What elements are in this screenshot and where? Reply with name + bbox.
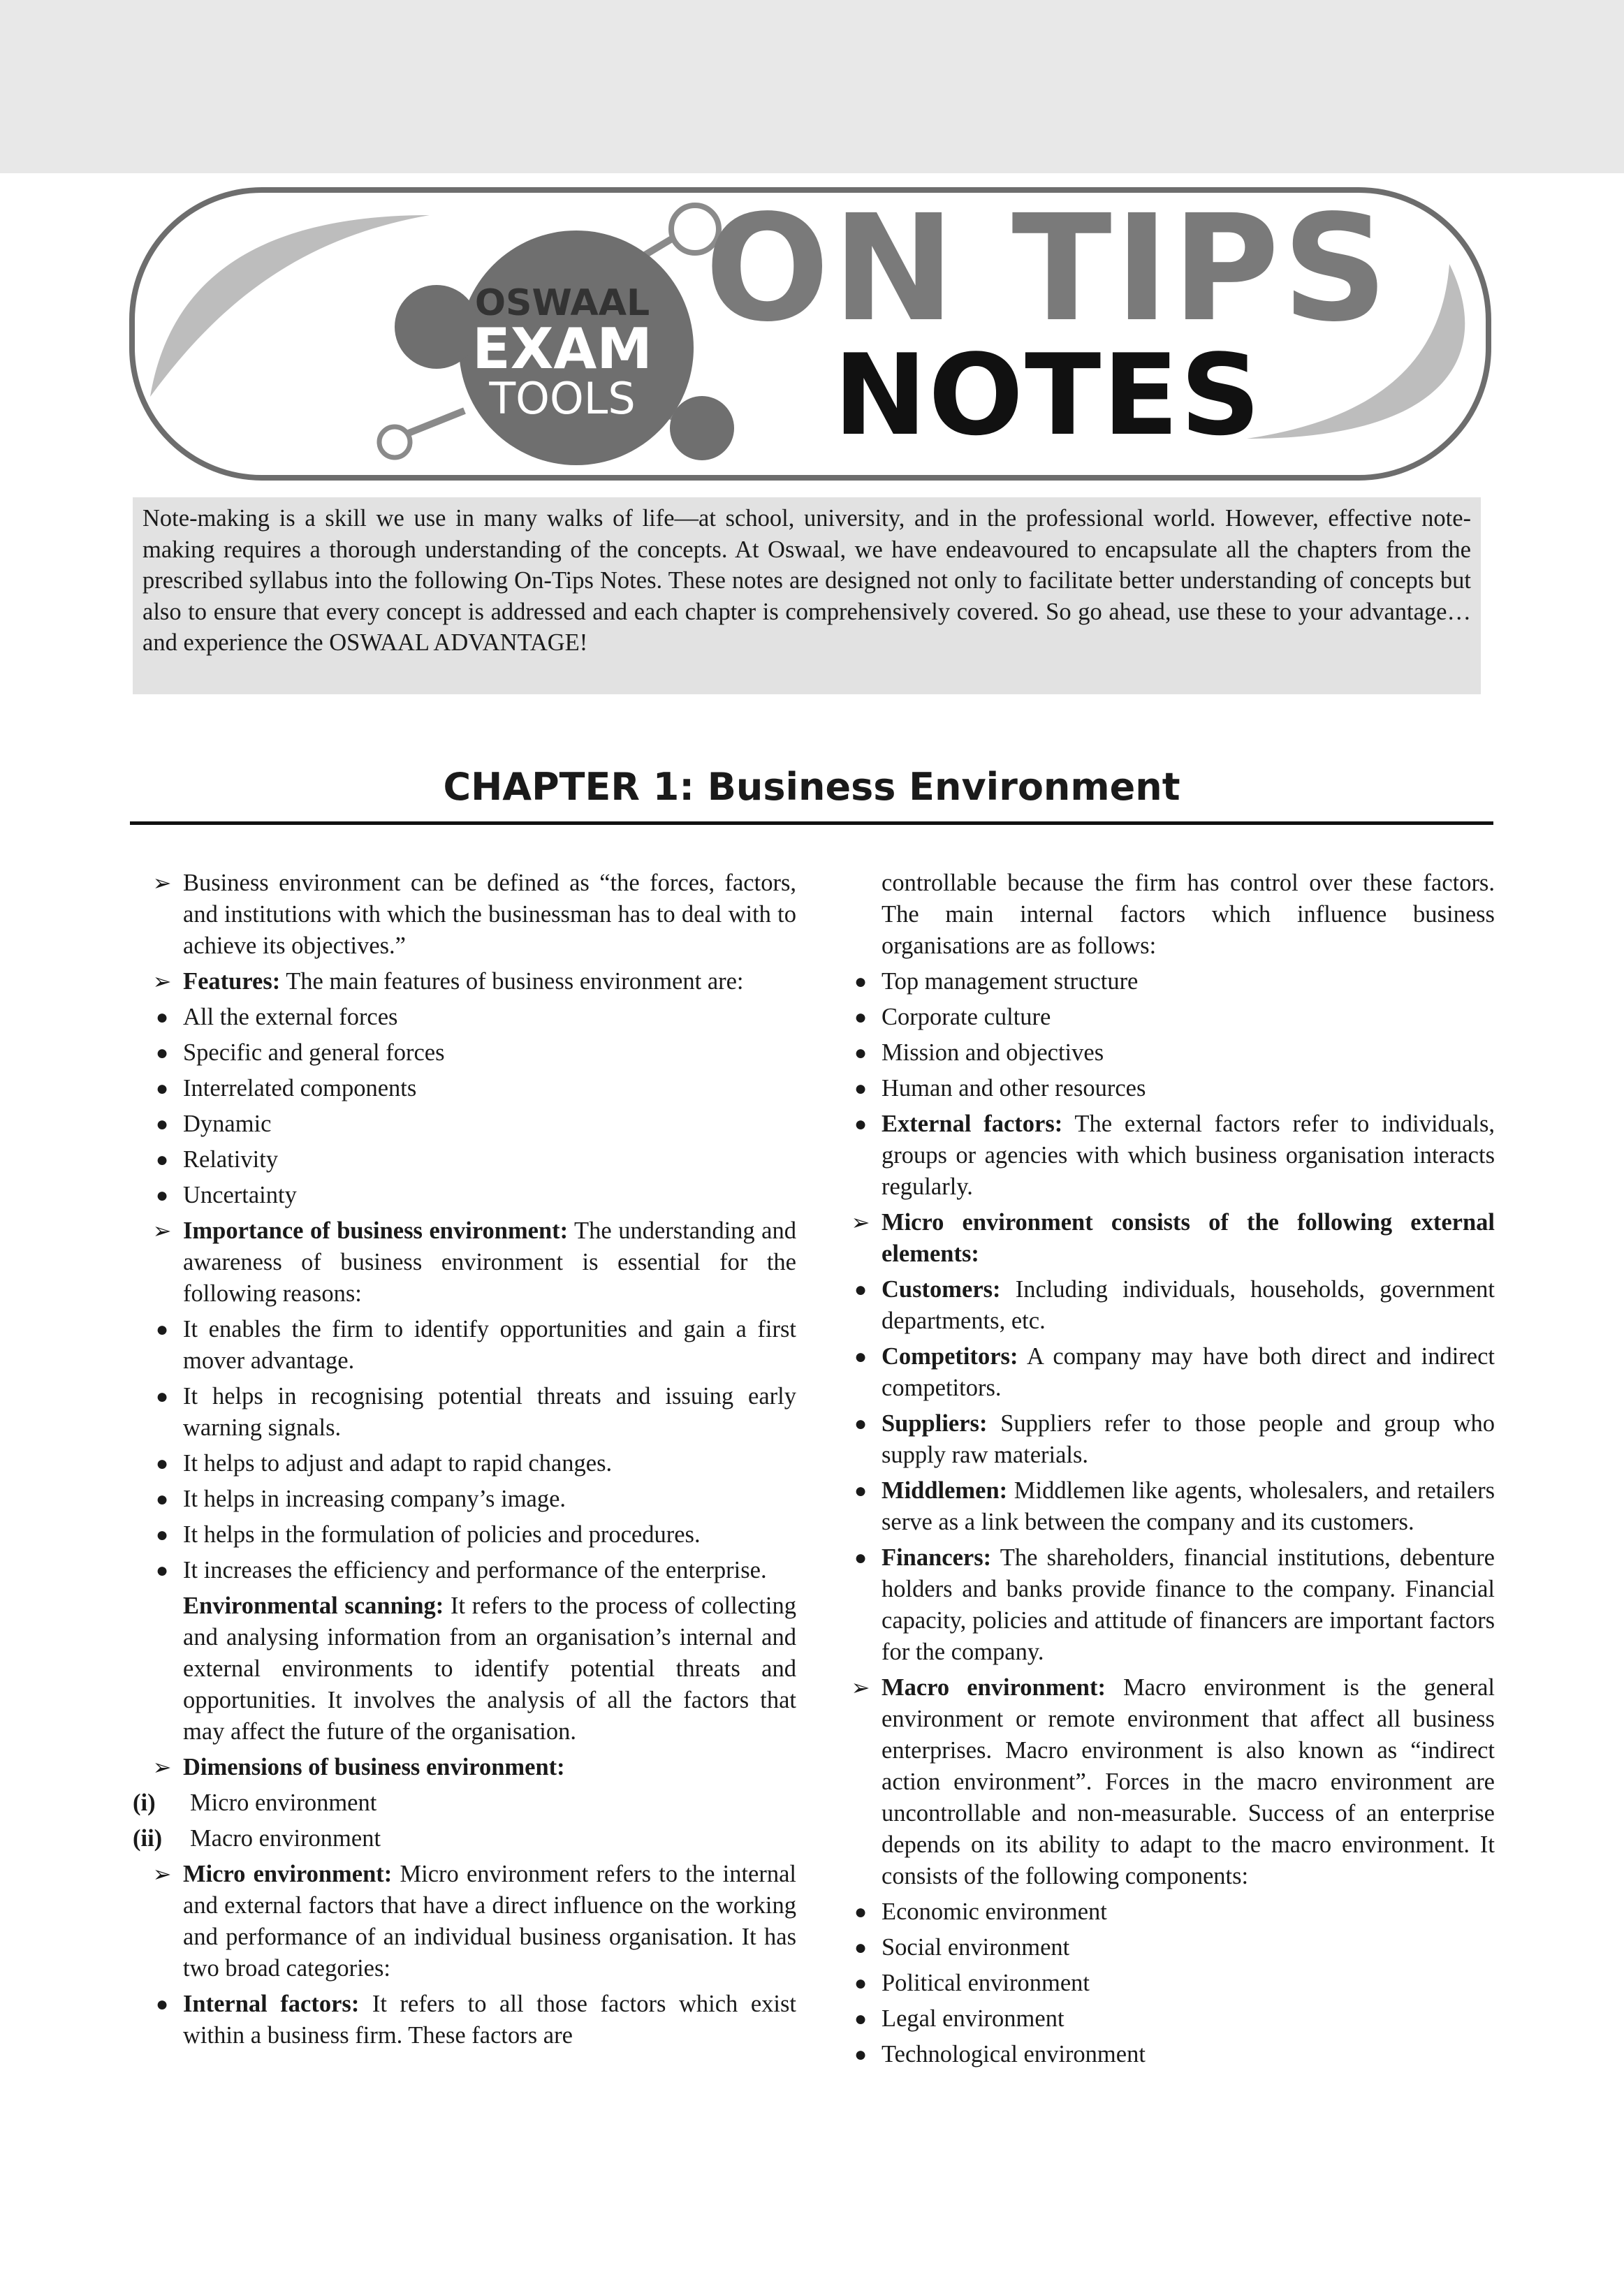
macro-component-text: Legal environment	[882, 2005, 1065, 2032]
feature-text: Interrelated components	[183, 1075, 417, 1101]
on-tips-notes-banner	[129, 183, 1491, 481]
bullet-icon: ●	[854, 1041, 868, 1064]
bullet-icon: ●	[155, 1452, 169, 1475]
importance-text: The understanding and awareness of business environment is essential for the following reasons:	[183, 1217, 796, 1307]
arrow-bullet-icon: ➢	[152, 1861, 172, 1887]
customers-heading: Customers:	[882, 1276, 1001, 1303]
dimension-item	[133, 1787, 796, 1819]
dimension-text: Macro environment	[190, 1825, 381, 1852]
macro-text: Macro environment is the general environment or remote environment that affect all business enterprises. Macro environment is also known as “indirect action environment”. Forces in the macro environment are uncontrollable and non-measurable. Success of an enterprise depends on its ability to adapt to the macro environment. It consists of the following components:	[882, 1674, 1495, 1889]
features-item	[133, 966, 796, 997]
internal-text: It refers to all those factors which exist within a business firm. These factors are	[183, 1991, 796, 2049]
definition-item	[133, 868, 796, 962]
list-item	[133, 1484, 796, 1515]
list-item	[133, 1180, 796, 1211]
internal-factor-text: Corporate culture	[882, 1004, 1051, 1030]
list-item	[831, 1002, 1495, 1033]
arrow-bullet-icon: ➢	[152, 968, 172, 995]
features-text: The main features of business environment are:	[280, 968, 744, 995]
bullet-icon: ●	[854, 1972, 868, 1995]
middlemen-item	[831, 1475, 1495, 1538]
environmental-scanning-paragraph	[133, 1590, 796, 1748]
arrow-bullet-icon: ➢	[851, 1674, 870, 1701]
bullet-icon: ●	[155, 1041, 169, 1064]
bullet-icon: ●	[854, 1113, 868, 1136]
arrow-bullet-icon: ➢	[152, 1754, 172, 1780]
competitors-item	[831, 1341, 1495, 1404]
bullet-icon: ●	[854, 1345, 868, 1368]
bullet-icon: ●	[155, 1148, 169, 1171]
dimension-number: (i)	[133, 1789, 156, 1816]
list-item	[133, 1037, 796, 1069]
external-factors-item	[831, 1108, 1495, 1203]
arrow-bullet-icon: ➢	[851, 1209, 870, 1236]
list-item	[133, 1002, 796, 1033]
internal-heading: Internal factors:	[183, 1991, 360, 2017]
dimensions-item	[133, 1752, 796, 1783]
bullet-icon: ●	[155, 1993, 169, 2016]
list-item	[831, 2003, 1495, 2035]
bullet-icon: ●	[854, 1546, 868, 1569]
competitors-heading: Competitors:	[882, 1343, 1018, 1370]
intro-paragraph: Note-making is a skill we use in many walks of life—at school, university, and in the professional world. However, effective note-making requires a thorough understanding of the concepts. At Oswaal, we have endeavoured to encapsulate all the chapters from the prescribed syllabus into the following On-Tips Notes. These notes are designed not only to facilitate better understanding of concepts but also to ensure that every concept is addressed and each chapter is comprehensively covered. So go ahead, use these to your advantage… and experience the OSWAAL ADVANTAGE!	[133, 497, 1481, 694]
customers-item	[831, 1274, 1495, 1337]
external-heading: External factors:	[882, 1111, 1063, 1137]
list-item	[133, 1073, 796, 1104]
bullet-icon: ●	[155, 1318, 169, 1341]
dimension-item	[133, 1823, 796, 1854]
macro-component-text: Technological environment	[882, 2041, 1146, 2067]
scanning-heading: Environmental scanning:	[183, 1593, 444, 1619]
definition-text: Business environment can be defined as “the forces, factors, and institutions with which the businessman has to deal with to achieve its objectives.”	[183, 870, 796, 959]
bullet-icon: ●	[854, 2043, 868, 2066]
scanning-text: It refers to the process of collecting and analysing information from an organisation’s internal and external environments to identify potential threats and opportunities. It involves the analysis of all the factors that may affect the future of the organisation.	[183, 1593, 796, 1745]
logo-line-tools: TOOLS	[489, 373, 636, 424]
arrow-bullet-icon: ➢	[152, 1217, 172, 1244]
internal-factors-item	[133, 1989, 796, 2051]
list-item	[831, 2039, 1495, 2070]
feature-text: All the external forces	[183, 1004, 398, 1030]
list-item	[133, 1108, 796, 1140]
bullet-icon: ●	[155, 1559, 169, 1582]
suppliers-heading: Suppliers:	[882, 1410, 988, 1437]
bullet-icon: ●	[854, 970, 868, 993]
internal-factors-continued: controllable because the firm has control over these factors. The main internal factors which influence business organisations are as follows:	[882, 870, 1495, 959]
bullet-icon: ●	[854, 1936, 868, 1959]
importance-point: It enables the firm to identify opportunities and gain a first mover advantage.	[183, 1316, 796, 1374]
importance-point: It helps in the formulation of policies and procedures.	[183, 1521, 701, 1548]
logo-line-exam: EXAM	[472, 316, 652, 381]
bullet-icon: ●	[854, 1412, 868, 1435]
bullet-icon: ●	[155, 1523, 169, 1546]
list-item	[133, 1448, 796, 1479]
importance-point: It increases the efficiency and performance of the enterprise.	[183, 1557, 767, 1583]
feature-text: Uncertainty	[183, 1182, 297, 1208]
macro-component-text: Social environment	[882, 1934, 1070, 1961]
list-item	[831, 1968, 1495, 1999]
internal-factor-text: Human and other resources	[882, 1075, 1146, 1101]
micro-text: Micro environment refers to the internal and external factors that have a direct influence on the working and performance of an individual business organisation. It has two broad categories:	[183, 1861, 796, 1982]
internal-factor-text: Mission and objectives	[882, 1039, 1104, 1066]
dimensions-heading: Dimensions of business environment:	[183, 1754, 565, 1780]
dimension-number: (ii)	[133, 1825, 163, 1852]
micro-elements-heading: Micro environment consists of the following external elements:	[882, 1209, 1495, 1267]
customers-text: Including individuals, households, government departments, etc.	[882, 1276, 1495, 1334]
bullet-icon: ●	[155, 1184, 169, 1207]
feature-text: Specific and general forces	[183, 1039, 445, 1066]
feature-text: Dynamic	[183, 1111, 272, 1137]
right-column	[831, 868, 1495, 2074]
importance-point: It helps in recognising potential threats and issuing early warning signals.	[183, 1383, 796, 1441]
list-item	[133, 1144, 796, 1176]
bullet-icon: ●	[854, 1901, 868, 1924]
list-item	[831, 1896, 1495, 1928]
importance-point: It helps in increasing company’s image.	[183, 1486, 566, 1512]
macro-component-text: Political environment	[882, 1970, 1090, 1996]
bullet-icon: ●	[854, 1006, 868, 1029]
external-text: The external factors refer to individuals, groups or agencies with which business organisation interacts regularly.	[882, 1111, 1495, 1200]
bullet-icon: ●	[854, 1077, 868, 1100]
importance-item	[133, 1215, 796, 1310]
importance-point: It helps to adjust and adapt to rapid changes.	[183, 1450, 613, 1477]
bullet-icon: ●	[155, 1077, 169, 1100]
list-item	[831, 1037, 1495, 1069]
micro-environment-item	[133, 1859, 796, 1984]
financers-heading: Financers:	[882, 1544, 992, 1571]
logo-line-oswaal: OSWAAL	[474, 282, 650, 324]
financers-text: The shareholders, financial institutions, debenture holders and banks provide finance to the company. Financial capacity, policies and attitude of financers are important factors for the company.	[882, 1544, 1495, 1665]
competitors-text: A company may have both direct and indirect competitors.	[882, 1343, 1495, 1401]
feature-text: Relativity	[183, 1146, 279, 1173]
list-item	[133, 1555, 796, 1586]
oswaal-logo	[437, 282, 688, 424]
financers-item	[831, 1542, 1495, 1668]
list-item	[133, 1381, 796, 1444]
banner-title-on-tips: ON TIPS	[705, 183, 1391, 354]
list-item	[831, 1073, 1495, 1104]
internal-factor-text: Top management structure	[882, 968, 1139, 995]
middlemen-heading: Middlemen:	[882, 1477, 1008, 1504]
list-item	[831, 966, 1495, 997]
macro-environment-item	[831, 1672, 1495, 1892]
micro-elements-item	[831, 1207, 1495, 1270]
suppliers-item	[831, 1408, 1495, 1471]
bullet-icon: ●	[854, 1479, 868, 1502]
top-band	[0, 0, 1624, 173]
left-column	[133, 868, 796, 2056]
bullet-icon: ●	[155, 1385, 169, 1408]
arrow-bullet-icon: ➢	[152, 870, 172, 896]
dimension-text: Micro environment	[190, 1789, 377, 1816]
bullet-icon: ●	[854, 1278, 868, 1301]
bullet-icon: ●	[155, 1113, 169, 1136]
middlemen-text: Middlemen like agents, wholesalers, and retailers serve as a link between the company and its customers.	[882, 1477, 1495, 1535]
bullet-icon: ●	[155, 1488, 169, 1511]
macro-component-text: Economic environment	[882, 1898, 1107, 1925]
suppliers-text: Suppliers refer to those people and group who supply raw materials.	[882, 1410, 1495, 1468]
list-item	[133, 1314, 796, 1377]
importance-heading: Importance of business environment:	[183, 1217, 569, 1244]
list-item	[133, 1519, 796, 1551]
bullet-icon: ●	[854, 2007, 868, 2030]
macro-heading: Macro environment:	[882, 1674, 1106, 1701]
bullet-icon: ●	[155, 1006, 169, 1029]
banner-title-notes: NOTES	[833, 330, 1262, 460]
features-heading: Features:	[183, 968, 281, 995]
list-item	[831, 1932, 1495, 1963]
chapter-title: CHAPTER 1: Business Environment	[130, 758, 1493, 825]
micro-heading: Micro environment:	[183, 1861, 393, 1887]
